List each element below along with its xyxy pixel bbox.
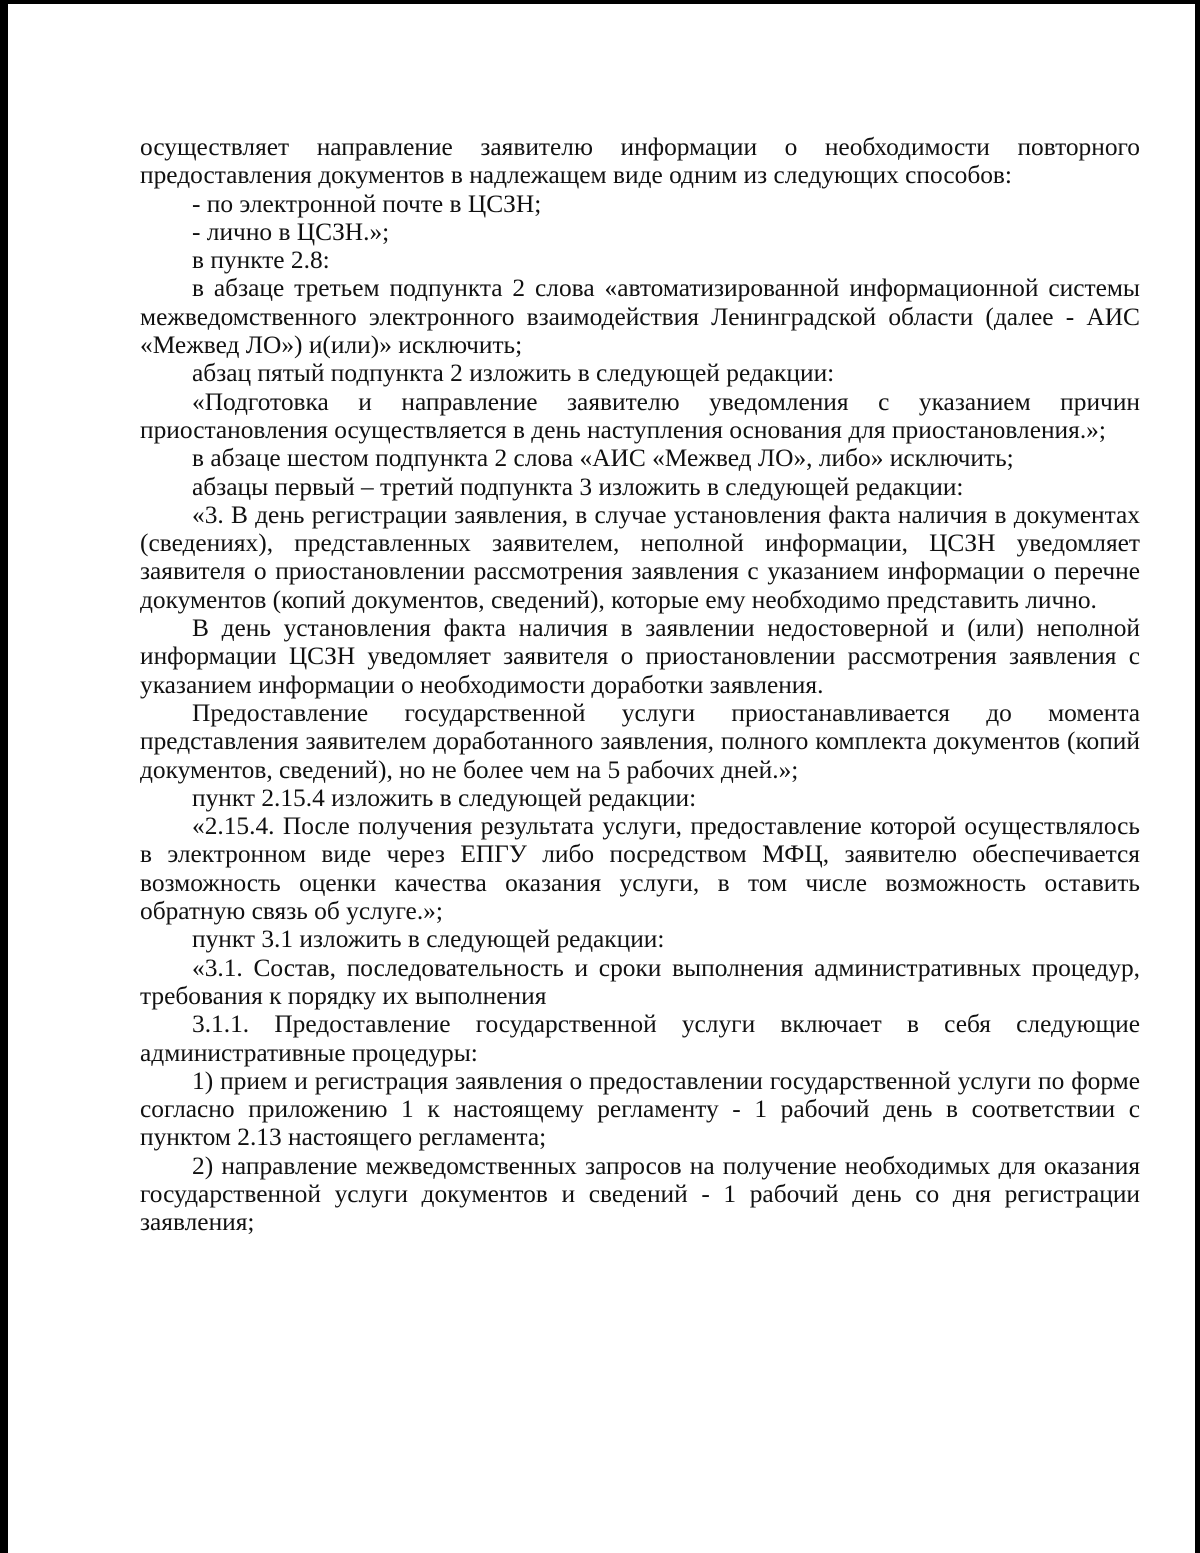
paragraph-13: пункт 2.15.4 изложить в следующей редакции: — [192, 783, 697, 812]
scan-border-right — [1195, 0, 1200, 1553]
paragraph-8: в абзаце шестом подпункта 2 слова «АИС «Межвед ЛО», либо» исключить; — [192, 444, 1014, 473]
paragraph-3: - лично в ЦСЗН.»; — [192, 217, 390, 246]
paragraph-18: 1) прием и регистрация заявления о предоставлении государственной услуги по форме согласно приложению 1 к настоящему регламенту - 1 рабочий день в соответствии с пунктом 2.13 настоящего регламента; — [140, 1066, 1140, 1152]
paragraph-10: «3. В день регистрации заявления, в случае установления факта наличия в документах (сведениях), представленных заявителем, неполной информации, ЦСЗН уведомляет заявителя о приостановлении рассмотрения заявления с указанием информации о перечне документов (копий документов, сведений), которые ему необходимо представить лично. — [140, 500, 1140, 614]
paragraph-9: абзацы первый – третий подпункта 3 изложить в следующей редакции: — [192, 472, 964, 501]
paragraph-5: в абзаце третьем подпункта 2 слова «автоматизированной информационной системы межведомственного электронного взаимодействия Ленинградской области (далее - АИС «Межвед ЛО») и(или)» исключить; — [140, 274, 1140, 360]
paragraph-17: 3.1.1. Предоставление государственной услуги включает в себя следующие административные процедуры: — [140, 1010, 1140, 1067]
paragraph-11: В день установления факта наличия в заявлении недостоверной и (или) неполной информации ЦСЗН уведомляет заявителя о приостановлении рассмотрения заявления с указанием информации о необходимости доработки заявления. — [140, 614, 1140, 699]
paragraph-15: пункт 3.1 изложить в следующей редакции: — [192, 925, 665, 954]
paragraph-4: в пункте 2.8: — [192, 246, 330, 275]
scan-border-top — [0, 0, 1200, 4]
paragraph-14: «2.15.4. После получения результата услуги, предоставление которой осуществлялось в электронном виде через ЕПГУ либо посредством МФЦ, заявителю обеспечивается возможность оценки качества оказания услуги, в том числе возможность оставить обратную связь об услуге.»; — [140, 812, 1140, 926]
paragraph-1: осуществляет направление заявителю информации о необходимости повторного предоставления документов в надлежащем виде одним из следующих способов: — [140, 133, 1140, 190]
paragraph-2: - по электронной почте в ЦСЗН; — [192, 189, 542, 218]
paragraph-19: 2) направление межведомственных запросов на получение необходимых для оказания государственной услуги документов и сведений - 1 рабочий день со дня регистрации заявления; — [140, 1151, 1140, 1237]
document-page — [140, 133, 1140, 1237]
paragraph-7: «Подготовка и направление заявителю уведомления с указанием причин приостановления осуществляется в день наступления основания для приостановления.»; — [140, 387, 1140, 444]
paragraph-16: «3.1. Состав, последовательность и сроки выполнения административных процедур, требования к порядку их выполнения — [140, 953, 1140, 1010]
paragraph-6: абзац пятый подпункта 2 изложить в следующей редакции: — [192, 359, 835, 388]
scan-border-left — [0, 0, 8, 1553]
paragraph-12: Предоставление государственной услуги приостанавливается до момента представления заявителем доработанного заявления, полного комплекта документов (копий документов, сведений), но не более чем на 5 рабочих дней.»; — [140, 698, 1140, 784]
